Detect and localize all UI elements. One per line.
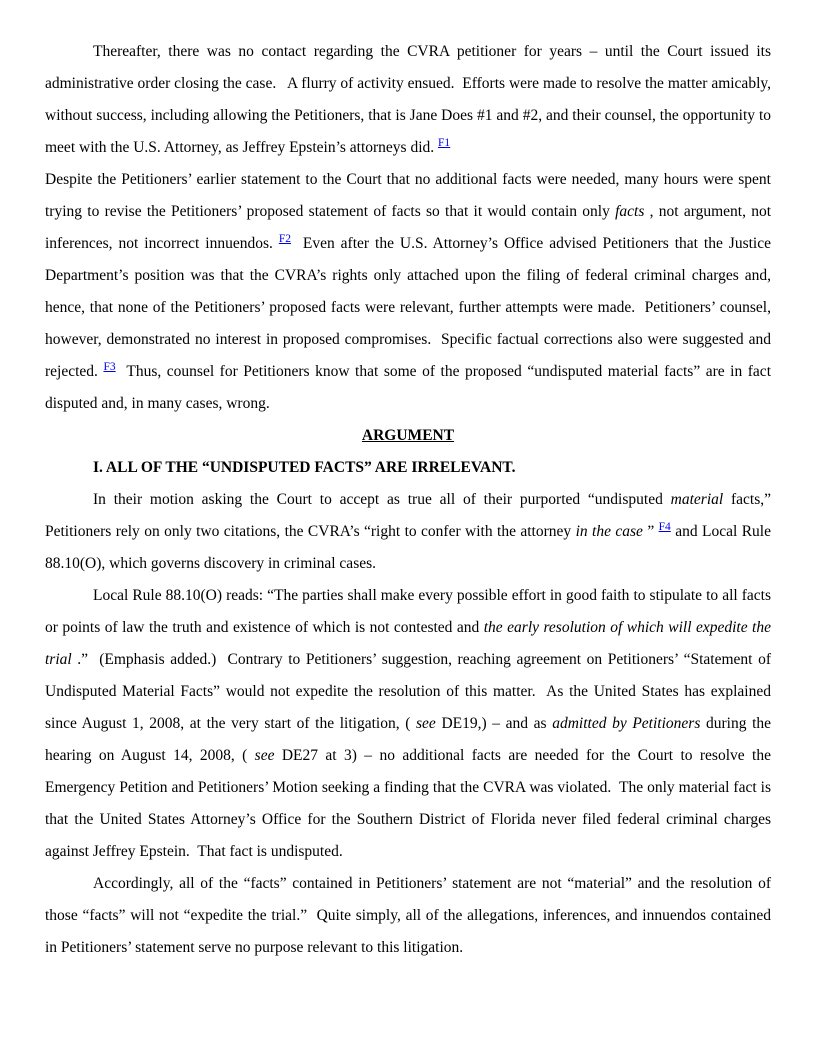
paragraph-2: [45, 164, 771, 420]
paragraph-1: [45, 36, 771, 164]
paragraph-4: [45, 580, 771, 868]
paragraph-3-text: facts,” Petitioners rely on only two citations, the CVRA’s “right to confer with the attorney: [45, 491, 772, 540]
paragraph-2-text: Even after the U.S. Attorney’s Office advised Petitioners that the Justice Department’s position was that the CVRA’s rights only attached upon the filing of federal criminal charges and, hence, that none of the Petitioners’ proposed facts were relevant, further attempts were made. Petitioners’ counsel, however, demonstrated no interest in proposed compromises. Specific factual corrections also were suggested and rejected.: [45, 235, 771, 380]
paragraph-2-text: Despite the Petitioners’ earlier statement to the Court that no additional facts were needed, many hours were spent trying to revise the Petitioners’ proposed statement of facts so that it would contain only: [45, 171, 771, 220]
document-page: [45, 36, 771, 964]
paragraph-3-emphasis: in the case: [575, 523, 643, 540]
paragraph-4-emphasis: the early resolution of which will expedite the trial: [45, 619, 771, 668]
paragraph-2-text: Thus, counsel for Petitioners know that some of the proposed “undisputed material facts” are in fact disputed and, in many cases, wrong.: [45, 363, 771, 412]
paragraph-2-text: , not argument, not inferences, not incorrect innuendos.: [45, 203, 772, 252]
footnote-link-f3[interactable]: F3: [103, 360, 116, 373]
paragraph-2-emphasis: facts: [615, 203, 645, 220]
paragraph-1-text: Thereafter, there was no contact regarding the CVRA petitioner for years – until the Court issued its administrative order closing the case. A flurry of activity ensued. Efforts were made to resolve the matter amicably, without success, including allowing the Petitioners, that is Jane Does #1 and #2, and their counsel, the opportunity to meet with the U.S. Attorney, as Jeffrey Epstein’s attorneys did.: [45, 43, 771, 156]
paragraph-5: [45, 868, 771, 964]
paragraph-3-emphasis: material: [670, 491, 724, 508]
paragraph-4-text: .” (Emphasis added.) Contrary to Petitioners’ suggestion, reaching agreement on Petitioners’ “Statement of Undisputed Material Facts” would not expedite the resolution of this matter. As the United States has explained since August 1, 2008, at the very start of the litigation, (: [45, 651, 771, 732]
paragraph-3: [45, 484, 771, 580]
paragraph-3-text: and Local Rule 88.10(O), which governs discovery in criminal cases.: [45, 523, 771, 572]
paragraph-4-text: during the hearing on August 14, 2008, (: [45, 715, 772, 764]
section-heading-1: I. ALL OF THE “UNDISPUTED FACTS” ARE IRRELEVANT.: [93, 459, 516, 476]
footnote-link-f2[interactable]: F2: [278, 232, 291, 245]
argument-heading: ARGUMENT: [361, 427, 455, 444]
paragraph-5-text: Accordingly, all of the “facts” contained in Petitioners’ statement are not “material” and the resolution of those “facts” will not “expedite the trial.” Quite simply, all of the allegations, inferences, and innuendos contained in Petitioners’ statement serve no purpose relevant to this litigation.: [45, 875, 771, 956]
paragraph-4-emphasis: see: [254, 747, 275, 764]
paragraph-4-text: DE27 at 3) – no additional facts are needed for the Court to resolve the Emergency Petition and Petitioners’ Motion seeking a finding that the CVRA was violated. The only material fact is that the United States Attorney’s Office for the Southern District of Florida never filed federal criminal charges against Jeffrey Epstein. That fact is undisputed.: [45, 747, 771, 860]
paragraph-4-text: DE19,) – and as: [435, 715, 553, 732]
paragraph-3-text: In their motion asking the Court to accept as true all of their purported “undisputed: [93, 491, 671, 508]
paragraph-4-emphasis: see: [416, 715, 436, 732]
footnote-link-f4[interactable]: F4: [658, 520, 671, 533]
footnote-link-f1[interactable]: F1: [438, 136, 451, 149]
paragraph-3-text: ”: [642, 523, 659, 540]
paragraph-4-text: Local Rule 88.10(O) reads: “The parties shall make every possible effort in good faith to stipulate to all facts or points of law the truth and existence of which is not contested and: [45, 587, 771, 636]
paragraph-4-emphasis: admitted by Petitioners: [552, 715, 701, 732]
